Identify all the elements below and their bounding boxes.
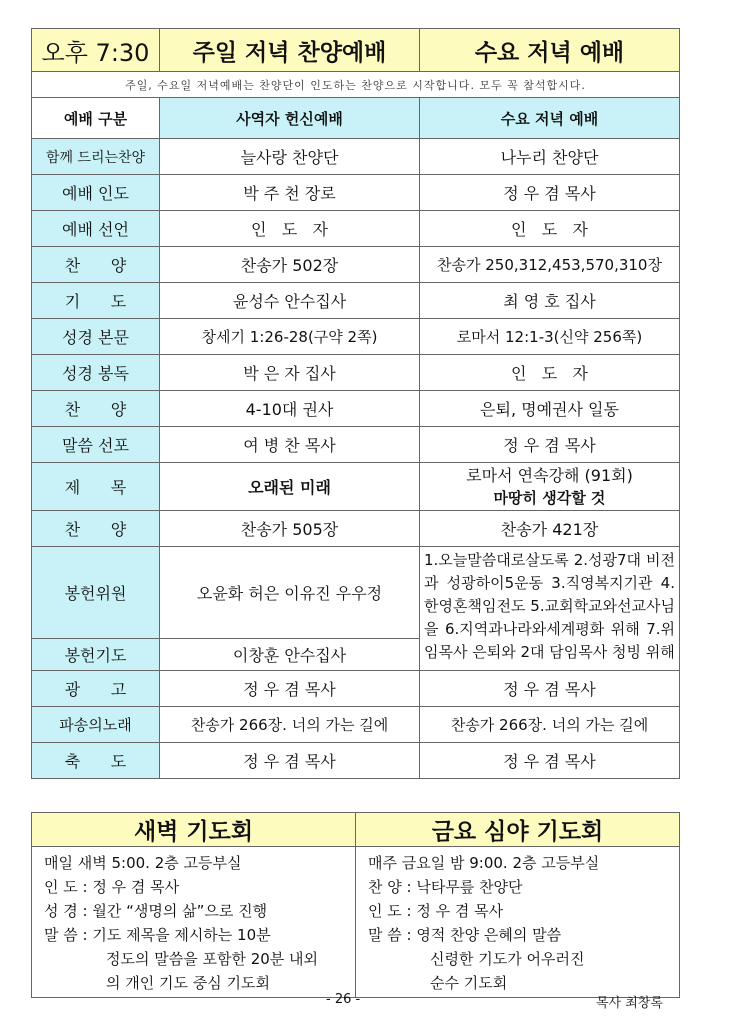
row-label: 함께 드리는찬양 [32,139,160,175]
page-number: - 26 - [326,992,361,1007]
table-row [32,211,680,247]
sermon-title-sunday: 오래된 미래 [160,463,420,511]
dawn-prayer-details [32,847,356,998]
sunday-cell: 늘사랑 찬양단 [160,139,420,175]
sunday-cell: 찬송가 266장. 너의 가는 길에 [160,707,420,743]
dawn-prayer-title: 새벽 기도회 [32,813,356,847]
table-row [32,139,680,175]
table-row [32,391,680,427]
wednesday-cell: 정 우 겸 목사 [420,671,680,707]
detail-line: 찬 양 : 낙타무릎 찬양단 [368,878,523,896]
sunday-cell: 인 도 자 [160,211,420,247]
worship-schedule-table [31,28,680,779]
wednesday-cell: 인 도 자 [420,211,680,247]
sunday-cell: 정 우 겸 목사 [160,743,420,779]
table-row [32,511,680,547]
sunday-cell: 박 은 자 집사 [160,355,420,391]
sermon-series: 로마서 연속강해 (91회) [466,465,633,485]
wednesday-cell: 최 영 호 집사 [420,283,680,319]
row-label: 기 도 [32,283,160,319]
row-label: 성경 본문 [32,319,160,355]
detail-line: 말 씀 : 기도 제목을 제시하는 10분 [44,926,271,944]
row-label: 찬 양 [32,391,160,427]
table-row [32,707,680,743]
wednesday-cell: 인 도 자 [420,355,680,391]
wednesday-cell: 찬송가 250,312,453,570,310장 [420,247,680,283]
wednesday-evening-title: 수요 저녁 예배 [420,29,680,72]
table-row [32,671,680,707]
column-header-sunday: 사역자 헌신예배 [160,98,420,139]
sunday-evening-title: 주일 저녁 찬양예배 [160,29,420,72]
detail-line: 성 경 : 월간 “생명의 삶”으로 진행 [44,902,268,920]
detail-line: 말 씀 : 영적 찬양 은혜의 말씀 [368,926,562,944]
row-label: 찬 양 [32,247,160,283]
row-label: 예배 인도 [32,175,160,211]
detail-line: 의 개인 기도 중심 기도회 [106,974,270,992]
sermon-title-wednesday [420,463,680,511]
table-row [32,427,680,463]
sunday-cell: 창세기 1:26-28(구약 2쪽) [160,319,420,355]
column-header-category: 예배 구분 [32,98,160,139]
row-label: 봉헌기도 [32,639,160,671]
column-header-wednesday: 수요 저녁 예배 [420,98,680,139]
sunday-cell: 정 우 겸 목사 [160,671,420,707]
row-label: 축 도 [32,743,160,779]
offering-members: 오윤화 허은 이유진 우우정 [160,547,420,639]
wednesday-cell: 은퇴, 명예권사 일동 [420,391,680,427]
friday-prayer-title: 금요 심야 기도회 [356,813,680,847]
wednesday-cell: 찬송가 421장 [420,511,680,547]
row-label: 제 목 [32,463,160,511]
row-label: 광 고 [32,671,160,707]
detail-line: 신령한 기도가 어우러진 [430,950,585,968]
wednesday-cell: 로마서 12:1-3(신약 256쪽) [420,319,680,355]
sermon-title: 마땅히 생각할 것 [493,488,606,507]
sunday-cell: 여 병 찬 목사 [160,427,420,463]
detail-line: 매일 새벽 5:00. 2층 고등부실 [44,854,242,872]
sunday-cell: 찬송가 502장 [160,247,420,283]
row-label: 성경 봉독 [32,355,160,391]
table-row [32,319,680,355]
wednesday-cell: 나누리 찬양단 [420,139,680,175]
wednesday-cell: 찬송가 266장. 너의 가는 길에 [420,707,680,743]
notice-text: 주일, 수요일 저녁예배는 찬양단이 인도하는 찬양으로 시작합니다. 모두 꼭 참석합시다. [32,72,680,98]
detail-line: 순수 기도회 [430,974,508,992]
wednesday-cell: 정 우 겸 목사 [420,427,680,463]
detail-line: 정도의 말씀을 포함한 20분 내외 [106,950,319,968]
row-label: 파송의노래 [32,707,160,743]
detail-line: 매주 금요일 밤 9:00. 2층 고등부실 [368,854,600,872]
row-label: 예배 선언 [32,211,160,247]
table-row [32,463,680,511]
sunday-cell: 윤성수 안수집사 [160,283,420,319]
friday-prayer-details [356,847,680,998]
sunday-cell: 찬송가 505장 [160,511,420,547]
row-label: 봉헌위원 [32,547,160,639]
table-row [32,743,680,779]
offering-prayer: 이창훈 안수집사 [160,639,420,671]
prayer-topics: 1.오늘말씀대로살도록 2.성광7대 비전과 성광하이5운동 3.직영복지기관 4.한영혼책임전도 5.교회학교와선교사님을 6.지역과나라와세계평화 위해 7.위임목사 은퇴와 2대 담임목사 청빙 위해 [420,547,680,671]
table-row [32,547,680,639]
row-label: 말씀 선포 [32,427,160,463]
wednesday-cell: 정 우 겸 목사 [420,175,680,211]
detail-line: 인 도 : 정 우 겸 목사 [44,878,180,896]
table-row [32,175,680,211]
row-label: 찬 양 [32,511,160,547]
sunday-cell: 박 주 천 장로 [160,175,420,211]
table-row [32,283,680,319]
table-row [32,247,680,283]
service-time: 오후 7:30 [32,29,160,72]
wednesday-cell: 정 우 겸 목사 [420,743,680,779]
author-credit: 목사 최창록 [596,996,663,1011]
sunday-cell: 4-10대 권사 [160,391,420,427]
table-row [32,355,680,391]
detail-line: 인 도 : 정 우 겸 목사 [368,902,504,920]
prayer-meetings-table [31,812,680,998]
